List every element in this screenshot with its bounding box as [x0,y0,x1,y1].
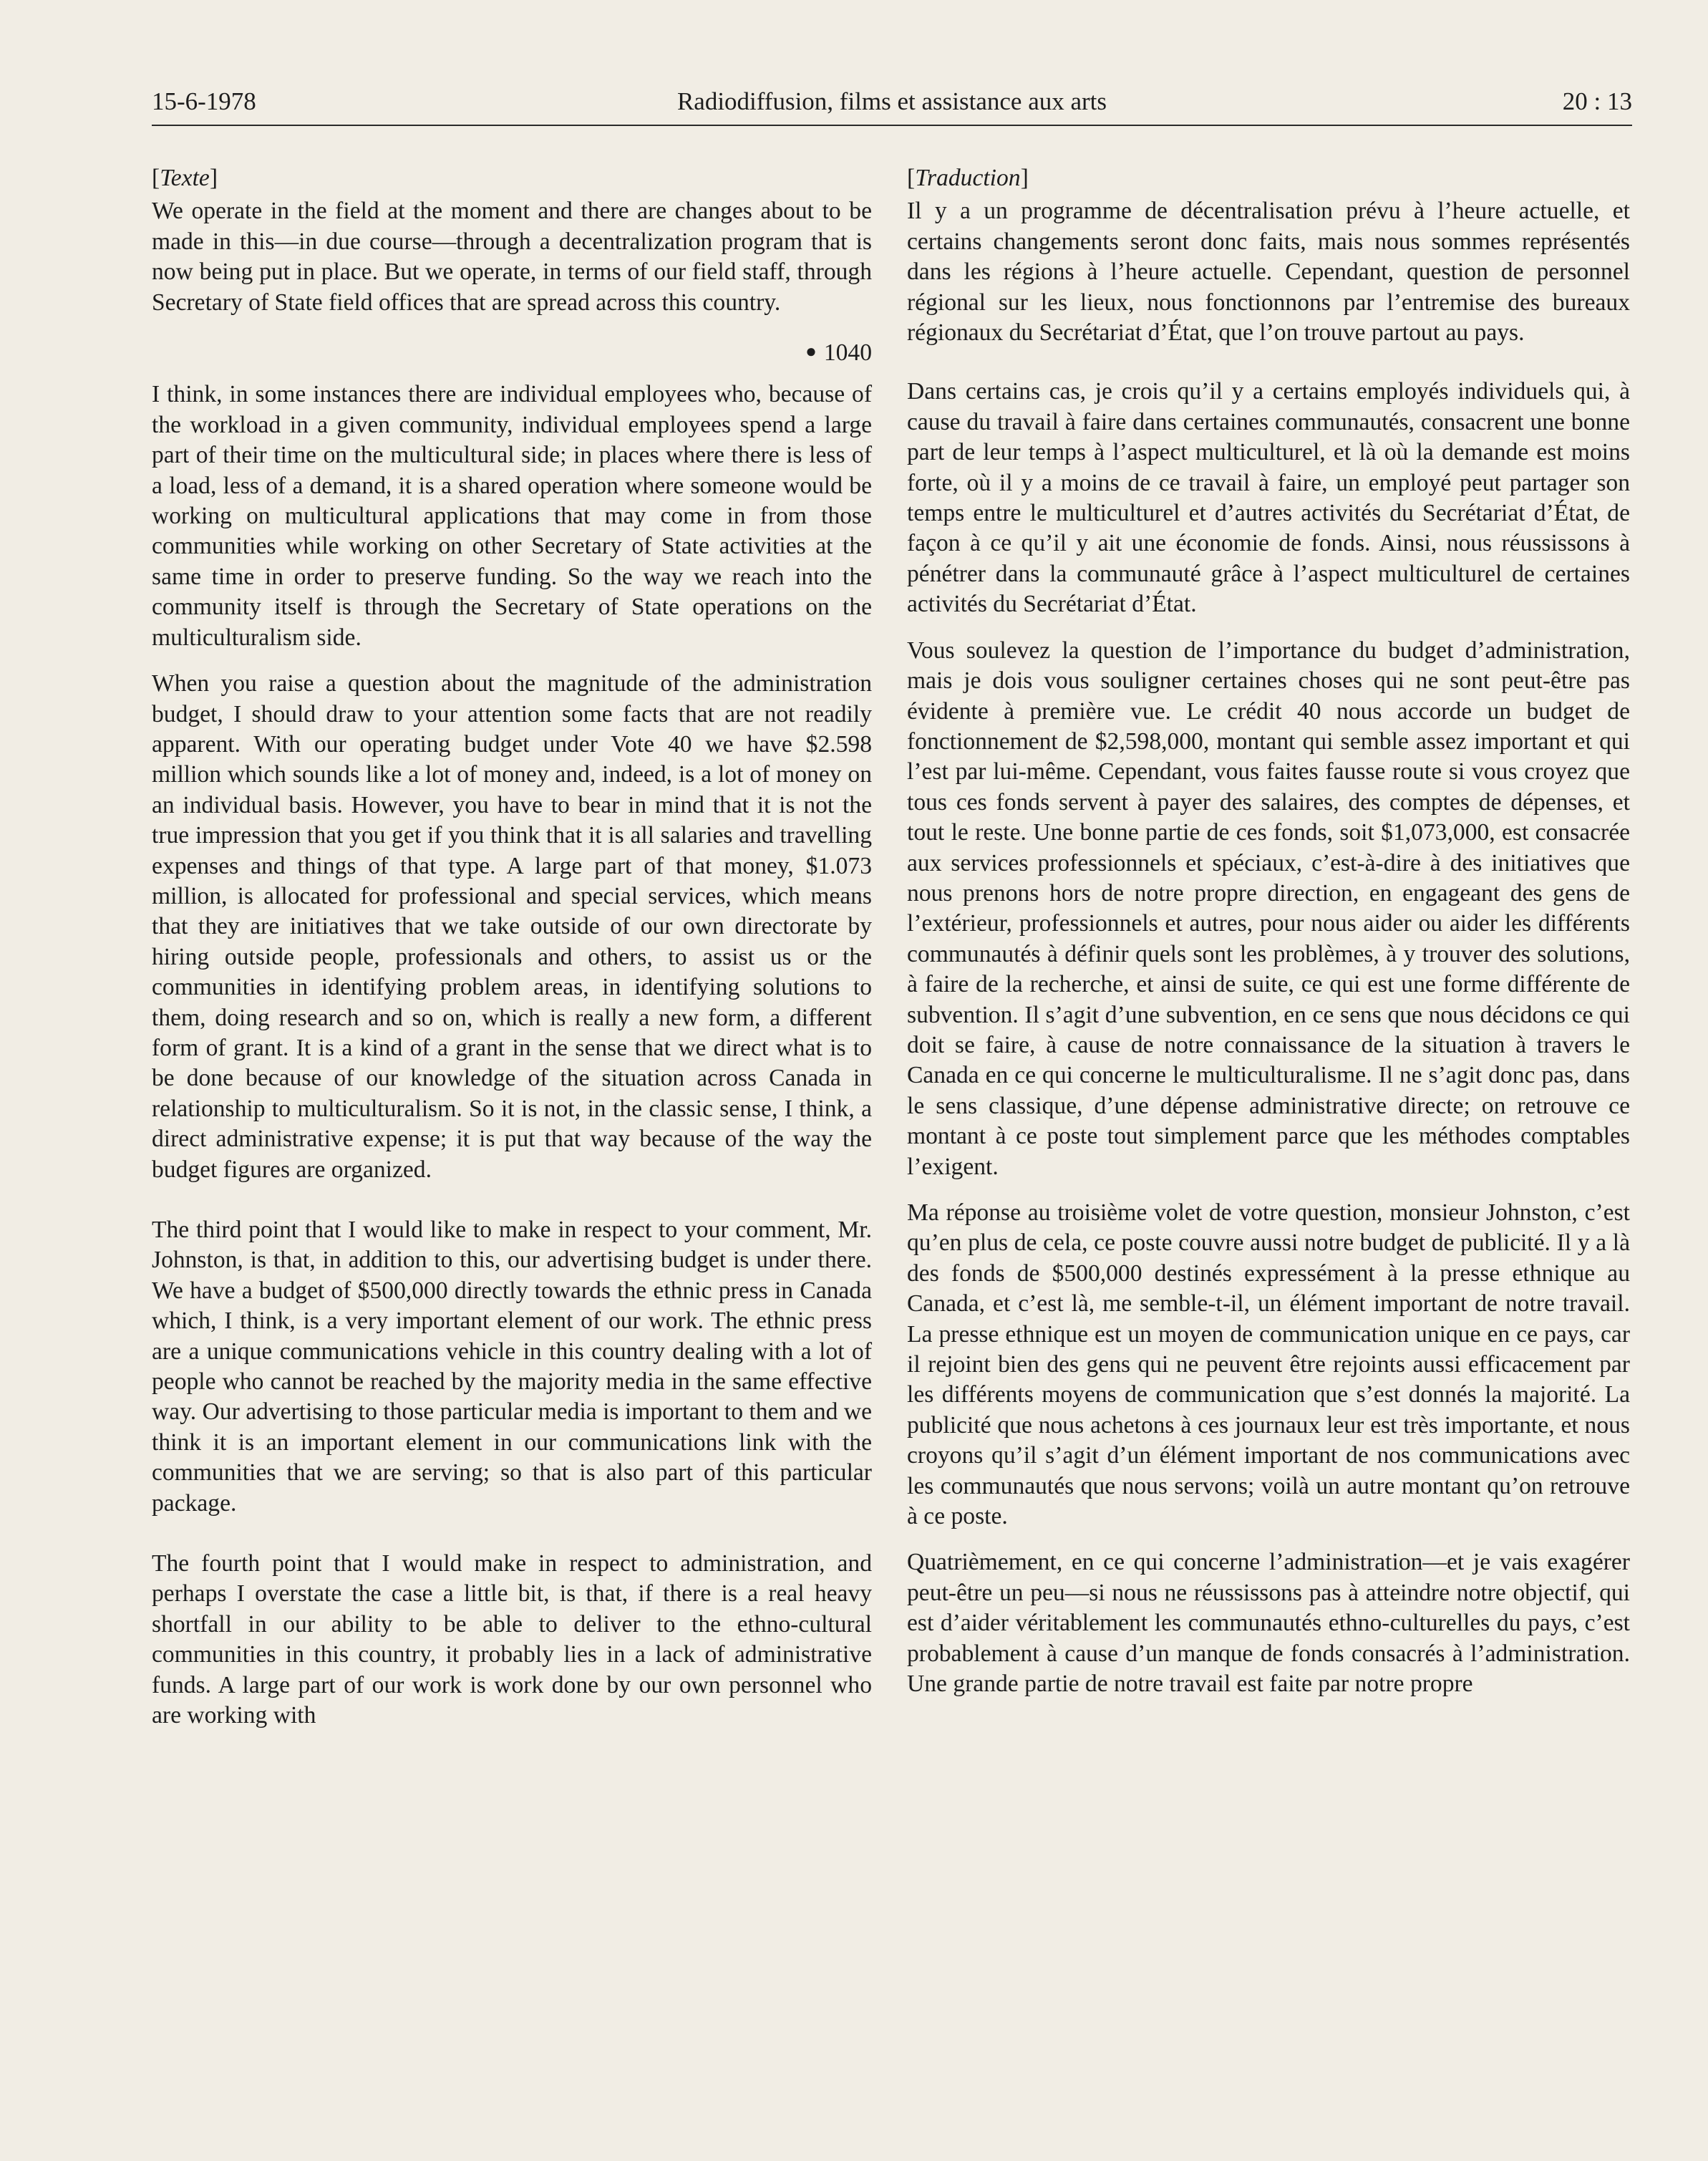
paragraph: When you raise a question about the magnitude of the administration budget, I should draw to your attention some facts that are not readily apparent. With our operating budget under Vote 40 we have $2.598 million which sounds like a lot of money and, indeed, is a lot of money on an individual basis. However, you have to bear in mind that it is not the true impression that you get if you think that it is all salaries and travelling expenses and things of that type. A large part of that money, $1.073 million, is allocated for professional and special services, which means that they are initiatives that we take outside of our own directorate by hiring outside people, professionals and others, to assist us or the communities in identifying problem areas, in identifying solutions to them, doing research and so on, which is really a new form, a different form of grant. It is a kind of a grant in the sense that we direct what is to be done because of our knowledge of the situation across Canada in relationship to multiculturalism. So it is not, in the classic sense, I think, a direct administrative expense; it is put that way because of the way the budget figures are organized. [152,670,872,1183]
column-heading-french: [Traduction] [907,165,1029,191]
paragraph: The fourth point that I would make in respect to administration, and perhaps I overstate the case a little bit, is that, if there is a real heavy shortfall in our ability to be able to deliver to the ethno-cultural communities in this country, it probably lies in a lack of administrative funds. A large part of our work is work done by our own personnel who are working with [152,1550,872,1729]
running-header [152,84,1632,126]
paragraph: Ma réponse au troisième volet de votre question, monsieur Johnston, c’est qu’en plus de cela, ce poste couvre aussi notre budget de publicité. Il y a là des fonds de $500,000 destinés expressément à la presse ethnique au Canada, et c’est là, me semble-t-il, un élément important de notre travail. La presse ethnique est un moyen de communication unique en ce pays, car il rejoint bien des gens qui ne peuvent être rejoints aussi efficacement par les différents moyens de communication que s’est donnés la majorité. La publicité que nous achetons à ces journaux leur est très importante, et nous croyons qu’il s’agit d’un élément important de nos communications avec les communautés que nous servons; voilà un autre montant qu’on retrouve à ce poste. [907,1199,1630,1530]
header-page-number: 20 : 13 [1562,87,1632,115]
paragraph: Quatrièmement, en ce qui concerne l’administration—et je vais exagérer peut-être un peu—si nous ne réussissons pas à atteindre notre objectif, qui est d’aider véritablement les communautés ethno-culturelles du pays, c’est probablement à cause d’un manque de fonds consacrés à l’administration. Une grande partie de notre travail est faite par notre propre [907,1549,1630,1698]
header-title: Radiodiffusion, films et assistance aux arts [676,87,1107,115]
heading-text: Traduction [915,165,1021,191]
heading-text: Texte [160,165,210,191]
time-marker [152,337,872,368]
paragraph: Vous soulevez la question de l’importance du budget d’administration, mais je dois vous souligner certaines choses qui ne sont peut-être pas évidente à première vue. Le crédit 40 nous accorde un budget de fonctionnement de $2,598,000, montant qui semble assez important et qui l’est par lui-même. Cependant, vous faites fausse route si vous croyez que tous ces fonds servent à payer des salaires, des comptes de dépenses, et tout le reste. Une bonne partie de ces fonds, soit $1,073,000, est consacrée aux services professionnels et spéciaux, c’est-à-dire à des initiatives que nous prenons hors de notre propre direction, en engageant des gens de l’extérieur, professionnels et autres, pour nous aider ou aider les différents communautés à définir quels sont les problèmes, à y trouver des solutions, à faire de la recherche, et ainsi de suite, ce qui est une forme différente de subvention. Il s’agit d’une subvention, en ce sens que nous décidons ce qui doit se faire, à cause de notre connaissance de la situation à travers le Canada en ce qui concerne le multiculturalisme. Il ne s’agit donc pas, dans le sens classique, d’une dépense administrative directe; on retrouve ce montant à ce poste tout simplement parce que les méthodes comptables l’exigent. [907,637,1630,1180]
paragraph: We operate in the field at the moment and there are changes about to be made in this—in due course—through a decentralization program that is now being put in place. But we operate, in terms of our field staff, through Secretary of State field offices that are spread across this country. [152,198,872,316]
paragraph: Dans certains cas, je crois qu’il y a certains employés individuels qui, à cause du travail à faire dans certaines communautés, consacrent une bonne part de leur temps à l’aspect multiculturel, et là où la demande est moins forte, où il y a moins de ce travail à faire, un employé peut partager son temps entre le multiculturel et d’autres activités du Secrétariat d’État, de façon à ce qu’il y ait une économie de fonds. Ainsi, nous réussissons à pénétrer dans la communauté grâce à l’aspect multiculturel de certaines activités du Secrétariat d’État. [907,378,1630,618]
bullet-icon: ● [805,341,817,362]
header-date: 15-6-1978 [152,87,256,115]
english-column [152,163,872,1731]
column-heading-english: [Texte] [152,165,218,191]
paragraph: I think, in some instances there are individual employees who, because of the workload in a given community, individual employees spend a large part of their time on the multicultural side; in places where there is less of a load, less of a demand, it is a shared operation where someone would be working on multicultural applications that may come in from those communities while working on other Secretary of State activities at the same time in order to preserve funding. So the way we reach into the community itself is through the Secretary of State operations on the multiculturalism side. [152,381,872,651]
paragraph: The third point that I would like to make in respect to your comment, Mr. Johnston, is that, in addition to this, our advertising budget is under there. We have a budget of $500,000 directly towards the ethnic press in Canada which, I think, is a very important element of our work. The ethnic press are a unique communications vehicle in this country dealing with a lot of people who cannot be reached by the majority media in the same effective way. Our advertising to those particular media is important to them and we think it is an important element in our communications link with the communities that we are serving; so that is also part of this particular package. [152,1217,872,1517]
paragraph: Il y a un programme de décentralisation prévu à l’heure actuelle, et certains changements seront donc faits, mais nous sommes représentés dans les régions à l’heure actuelle. Cependant, question de personnel régional sur les lieux, nous fonctionnons par l’entremise des bureaux régionaux du Secrétariat d’État, que l’on trouve partout au pays. [907,198,1630,347]
french-column [907,163,1630,1700]
time-marker-value: 1040 [823,339,872,367]
